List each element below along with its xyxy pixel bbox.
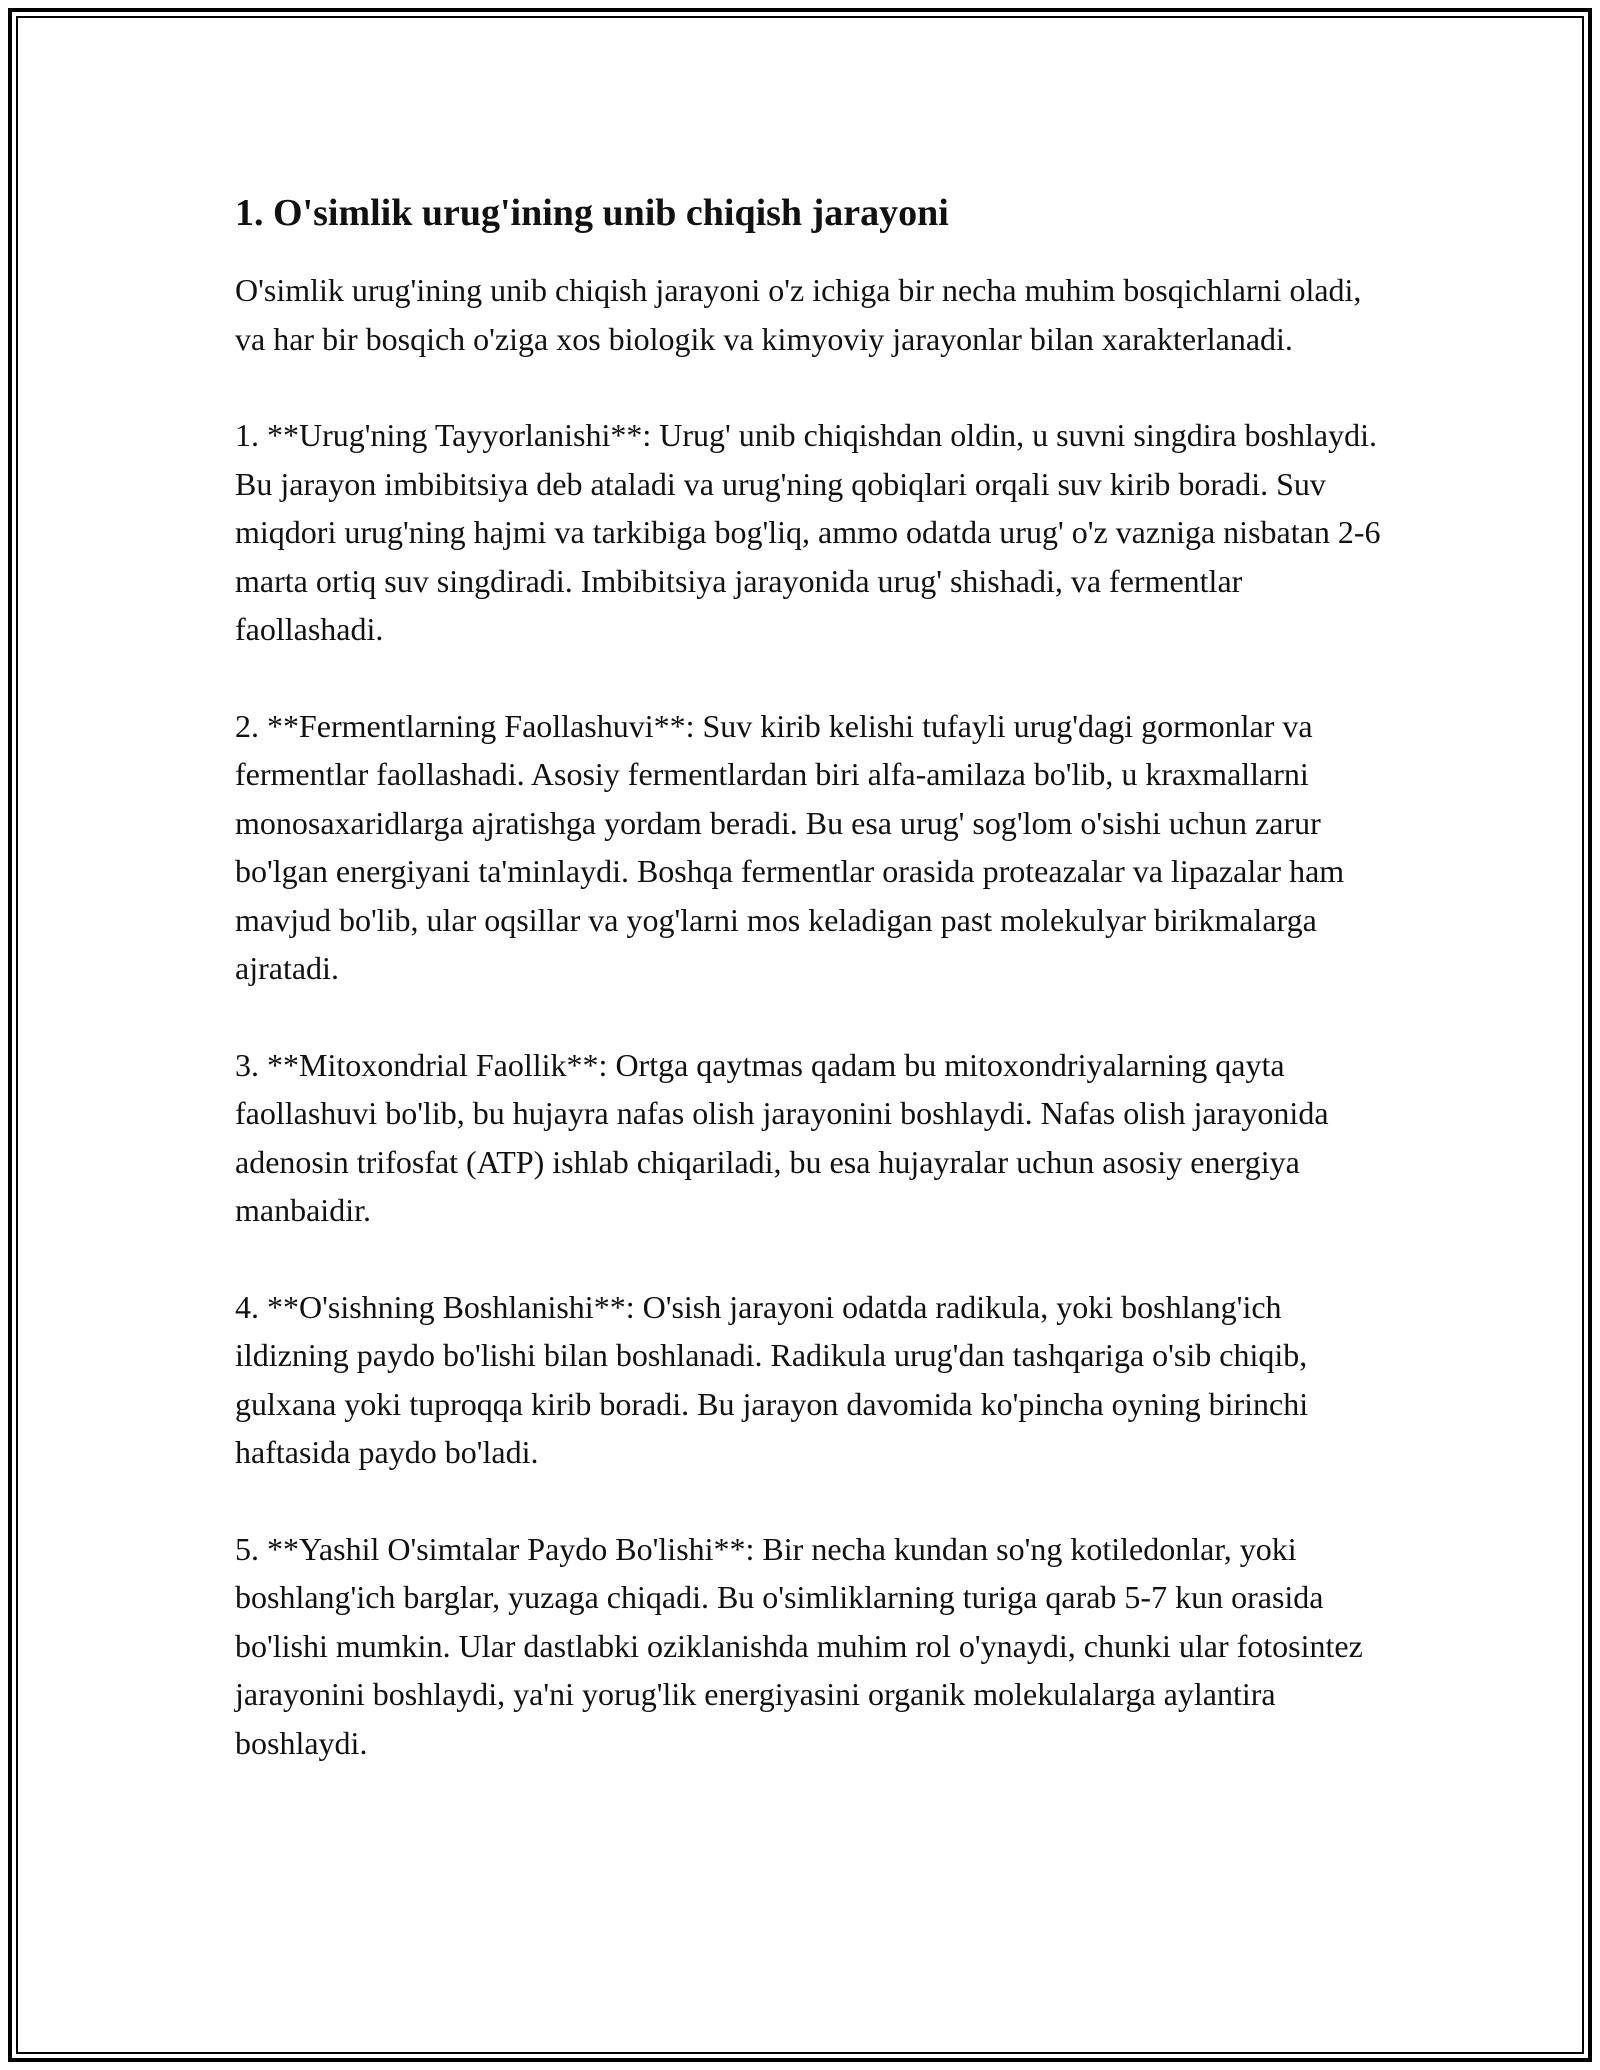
intro-paragraph: O'simlik urug'ining unib chiqish jarayoni o'z ichiga bir necha muhim bosqichlarni oladi, va har bir bosqich o'ziga xos biologik va kimyoviy jarayonlar bilan xarakterlanadi. xyxy=(235,272,1362,357)
step-1-paragraph: 1. **Urug'ning Tayyorlanishi**: Urug' unib chiqishdan oldin, u suvni singdira boshlaydi. Bu jarayon imbibitsiya deb ataladi va urug'ning qobiqlari orqali suv kirib boradi. Suv miqdori urug'ning hajmi va tarkibiga bog'liq, ammo odatda urug' o'z vazniga nisbatan 2-6 marta ortiq suv singdiradi. Imbibitsiya jarayonida urug' shishadi, va fermentlar faollashadi. xyxy=(235,417,1381,647)
document-title: 1. O'simlik urug'ining unib chiqish jarayoni xyxy=(235,192,949,234)
step-3-paragraph: 3. **Mitoxondrial Faollik**: Ortga qaytmas qadam bu mitoxondriyalarning qayta faollashuvi bo'lib, bu hujayra nafas olish jarayonini boshlaydi. Nafas olish jarayonida adenosin trifosfat (ATP) ishlab chiqariladi, bu esa hujayralar uchun asosiy energiya manbaidir. xyxy=(235,1046,1329,1228)
step-5-paragraph: 5. **Yashil O'simtalar Paydo Bo'lishi**: Bir necha kundan so'ng kotiledonlar, yoki boshlang'ich barglar, yuzaga chiqadi. Bu o'simliklarning turiga qarab 5-7 kun orasida bo'lishi mumkin. Ular dastlabki oziklanishda muhim rol o'ynaydi, chunki ular fotosintez jarayonini boshlaydi, ya'ni yorug'lik energiyasini organik molekulalarga aylantira boshlaydi. xyxy=(235,1530,1363,1761)
document-body xyxy=(235,186,1385,1815)
step-2-paragraph: 2. **Fermentlarning Faollashuvi**: Suv kirib kelishi tufayli urug'dagi gormonlar va fermentlar faollashadi. Asosiy fermentlardan biri alfa-amilaza bo'lib, u kraxmallarni monosaxaridlarga ajratishga yordam beradi. Bu esa urug' sog'lom o'sishi uchun zarur bo'lgan energiyani ta'minlaydi. Boshqa fermentlar orasida proteazalar va lipazalar ham mavjud bo'lib, ular oqsillar va yog'larni mos keladigan past molekulyar birikmalarga ajratadi. xyxy=(235,707,1345,986)
step-4-paragraph: 4. **O'sishning Boshlanishi**: O'sish jarayoni odatda radikula, yoki boshlang'ich ildizning paydo bo'lishi bilan boshlanadi. Radikula urug'dan tashqariga o'sib chiqib, gulxana yoki tuproqqa kirib boradi. Bu jarayon davomida ko'pincha oyning birinchi haftasida paydo bo'ladi. xyxy=(235,1288,1309,1470)
